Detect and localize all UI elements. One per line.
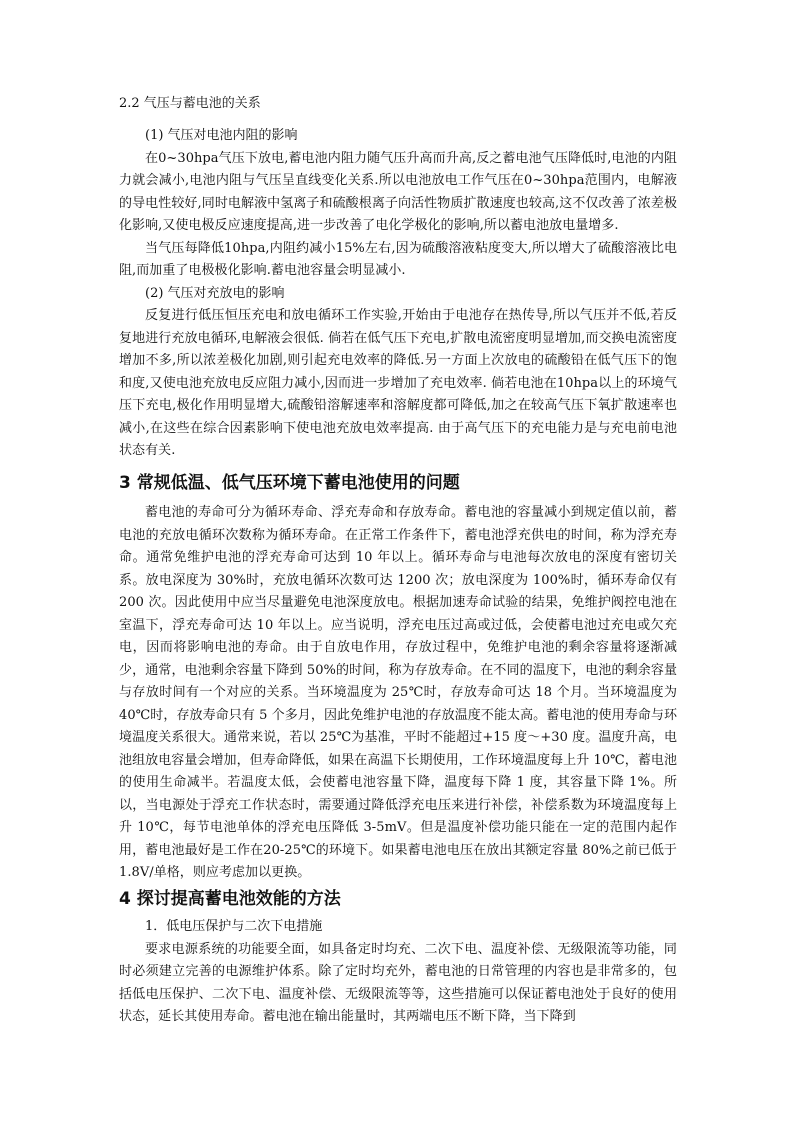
sub1-heading: (1) 气压对电池内阻的影响 xyxy=(145,128,298,143)
section-2-2-heading: 2.2 气压与蓄电池的关系 xyxy=(119,96,261,111)
section-3-paragraph-1: 蓄电池的寿命可分为循环寿命、浮充寿命和存放寿命。蓄电池的容量减小到规定值以前，蓄电池的充放电循环次数称为循环寿命。在正常工作条件下，蓄电池浮充供电的时间，称为浮充寿命。通常免维护电池的浮充寿命可达到 10 年以上。循环寿命与电池每次放电的深度有密切关系。放电深度为 30%时，充放电循环次数可达 1200 次；放电深度为 100%时，循环寿命仅有 200 次。因此使用中应当尽量避免电池深度放电。根据加速寿命试验的结果，免维护阀控电池在室温下，浮充寿命可达 10 年以上。应当说明，浮充电压过高或过低，会使蓄电池过充电或欠充电，因而将影响电池的寿命。由于自放电作用，存放过程中，免维护电池的剩余容量将逐渐减少，通常，电池剩余容量下降到 50%的时间，称为存放寿命。在不同的温度下，电池的剩余容量与存放时间有一个对应的关系。当环境温度为 25℃时，存放寿命可达 18 个月。当环境温度为 40℃时，存放寿命只有 5 个多月，因此免维护电池的存放温度不能太高。蓄电池的使用寿命与环境温度关系很大。通常来说，若以 25℃为基准，平时不能超过+15 度～+30 度。温度升高，电池组放电容量会增加，但寿命降低，如果在高温下长期使用，工作环境温度每上升 10℃，蓄电池的使用生命减半。若温度太低，会使蓄电池容量下降，温度每下降 1 度，其容量下降 1%。所以，当电源处于浮充工作状态时，需要通过降低浮充电压来进行补偿，补偿系数为环境温度每上升 10℃，每节电池单体的浮充电压降低 3-5mV。但是温度补偿功能只能在一定的范围内起作用，蓄电池最好是工作在20-25℃的环境下。如果蓄电池电压在放出其额定容量 80%之前已低于 1.8V/单格，则应考虑加以更换。 xyxy=(119,505,677,880)
section-4-paragraph-1: 要求电源系统的功能要全面，如具备定时均充、二次下电、温度补偿、无级限流等功能，同时必须建立完善的电源维护体系。除了定时均充外，蓄电池的日常管理的内容也是非常多的，包括低电压保护、二次下电、温度补偿、无级限流等等，这些措施可以保证蓄电池处于良好的使用状态，延长其使用寿命。蓄电池在输出能量时，其两端电压不断下降，当下降到 xyxy=(119,941,677,1024)
section-4-heading: 4 探讨提高蓄电池效能的方法 xyxy=(119,889,341,909)
sub2-heading: (2) 气压对充放电的影响 xyxy=(145,285,285,301)
section-3 xyxy=(119,468,677,885)
section-2-2-body xyxy=(119,125,677,463)
section-4-sub1-heading: 1．低电压保护与二次下电措施 xyxy=(145,919,323,934)
section-4 xyxy=(119,884,677,1029)
sub2-paragraph-1: 反复进行低压恒压充电和放电循环工作实验,开始由于电池存在热传导,所以气压并不低,若反复地进行充放电循环,电解液会很低. 倘若在低气压下充电,扩散电流密度明显增加,而交换电流密度增加不多,所以浓差极化加剧,则引起充电效率的降低.另一方面上次放电的硫酸铅在低气压下的饱和度,又使电池充放电反应阻力减小,因而进一步增加了充电效率. 倘若电池在10hpa以上的环境气压下充电,极化作用明显增大,硫酸铅溶解速率和溶解度都可降低,加之在较高气压下氧扩散速率也减小,在这些在综合因素影响下使电池充放电效率提高. 由于高气压下的充电能力是与充电前电池状态有关. xyxy=(119,308,677,458)
sub1-paragraph-2: 当气压每降低10hpa,内阻约减小15%左右,因为硫酸溶液粘度变大,所以增大了硫酸溶液比电阻,而加重了电极极化影响.蓄电池容量会明显减小. xyxy=(119,240,677,278)
section-3-heading: 3 常规低温、低气压环境下蓄电池使用的问题 xyxy=(119,473,460,493)
section-2-2 xyxy=(119,93,677,116)
sub1-paragraph-1: 在0~30hpa气压下放电,蓄电池内阻力随气压升高而升高,反之蓄电池气压降低时,电池的内阻力就会减小,电池内阻与气压呈直线变化关系.所以电池放电工作气压在0~30hpa范围内，电解液的导电性较好,同时电解液中氢离子和硫酸根离子向活性物质扩散速度也较高,这不仅改善了浓差极化影响,又使电极反应速度提高,进一步改善了电化学极化的影响,所以蓄电池放电量增多. xyxy=(119,150,677,233)
